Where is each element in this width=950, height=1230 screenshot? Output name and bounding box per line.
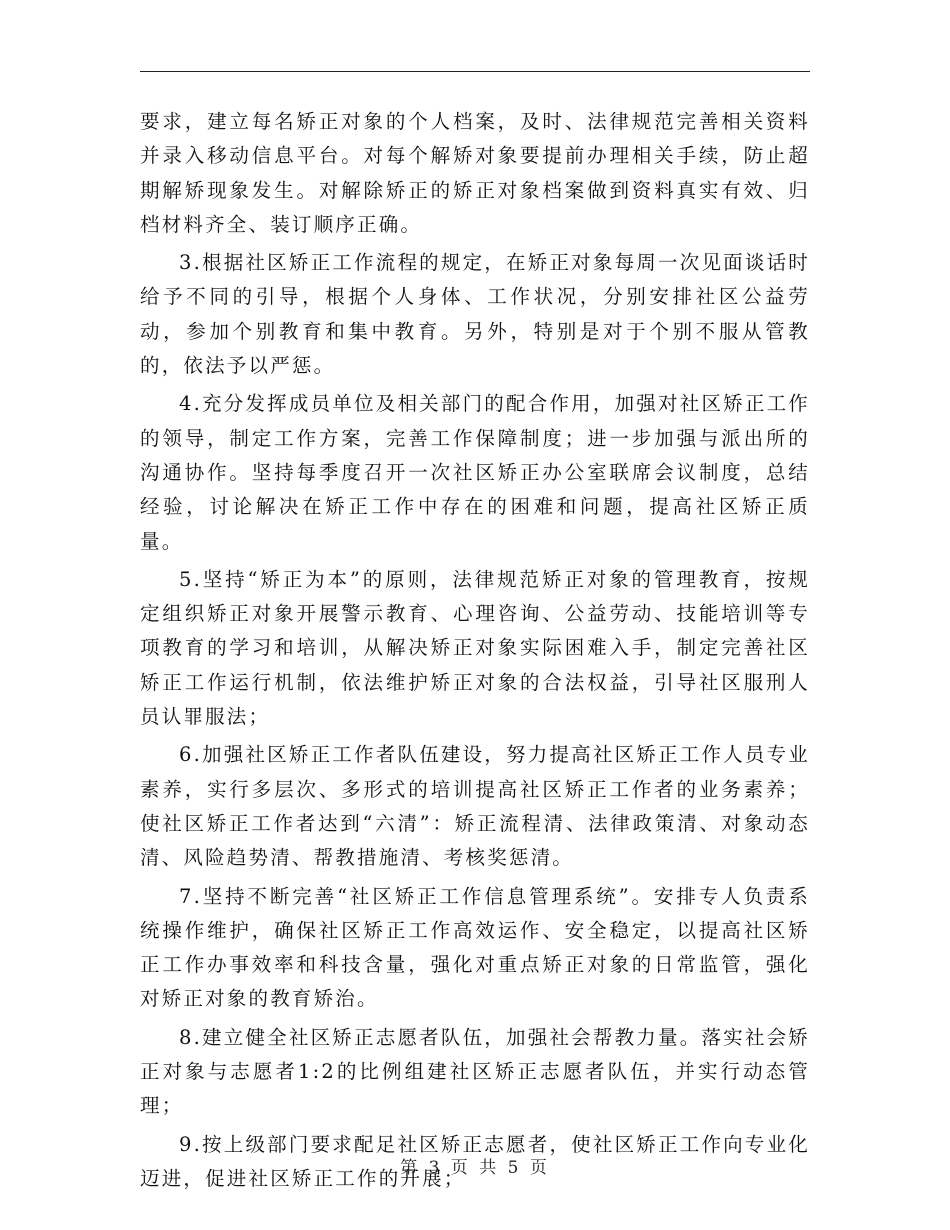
paragraph-item-6: 6.加强社区矫正工作者队伍建设，努力提高社区矫正工作人员专业素养，实行多层次、多形式的培训提高社区矫正工作者的业务素养；使社区矫正工作者达到“六清”：矫正流程清、法律政策清、对象动态清、风险趋势清、帮教措施清、考核奖惩清。: [140, 743, 810, 870]
header-rule: [140, 71, 810, 72]
paragraph-continuation: 要求，建立每名矫正对象的个人档案，及时、法律规范完善相关资料并录入移动信息平台。对每个解矫对象要提前办理相关手续，防止超期解矫现象发生。对解除矫正的矫正对象档案做到资料真实有效、归档材料齐全、装订顺序正确。: [140, 110, 810, 236]
paragraph-item-3: 3.根据社区矫正工作流程的规定，在矫正对象每周一次见面谈话时给予不同的引导，根据个人身体、工作状况，分别安排社区公益劳动，参加个别教育和集中教育。另外，特别是对于个别不服从管教的，依法予以严惩。: [140, 251, 810, 378]
paragraph-item-8: 8.建立健全社区矫正志愿者队伍，加强社会帮教力量。落实社会矫正对象与志愿者1:2的比例组建社区矫正志愿者队伍，并实行动态管理；: [140, 1025, 810, 1118]
paragraph-item-4: 4.充分发挥成员单位及相关部门的配合作用，加强对社区矫正工作的领导，制定工作方案，完善工作保障制度；进一步加强与派出所的沟通协作。坚持每季度召开一次社区矫正办公室联席会议制度，总结经验，讨论解决在矫正工作中存在的困难和问题，提高社区矫正质量。: [140, 392, 810, 553]
page-number-footer: 第 3 页 共 5 页: [400, 1158, 550, 1178]
paragraph-item-5: 5.坚持“矫正为本”的原则，法律规范矫正对象的管理教育，按规定组织矫正对象开展警示教育、心理咨询、公益劳动、技能培训等专项教育的学习和培训，从解决矫正对象实际困难入手，制定完善社区矫正工作运行机制，依法维护矫正对象的合法权益，引导社区服刑人员认罪服法；: [140, 567, 810, 729]
paragraph-item-9: 9.按上级部门要求配足社区矫正志愿者，使社区矫正工作向专业化迈进，促进社区矫正工作的开展；: [140, 1132, 810, 1190]
document-body: [140, 105, 810, 1200]
paragraph-item-7: 7.坚持不断完善“社区矫正工作信息管理系统”。安排专人负责系统操作维护，确保社区矫正工作高效运作、安全稳定，以提高社区矫正工作办事效率和科技含量，强化对重点矫正对象的日常监管，强化对矫正对象的教育矫治。: [140, 884, 810, 1011]
